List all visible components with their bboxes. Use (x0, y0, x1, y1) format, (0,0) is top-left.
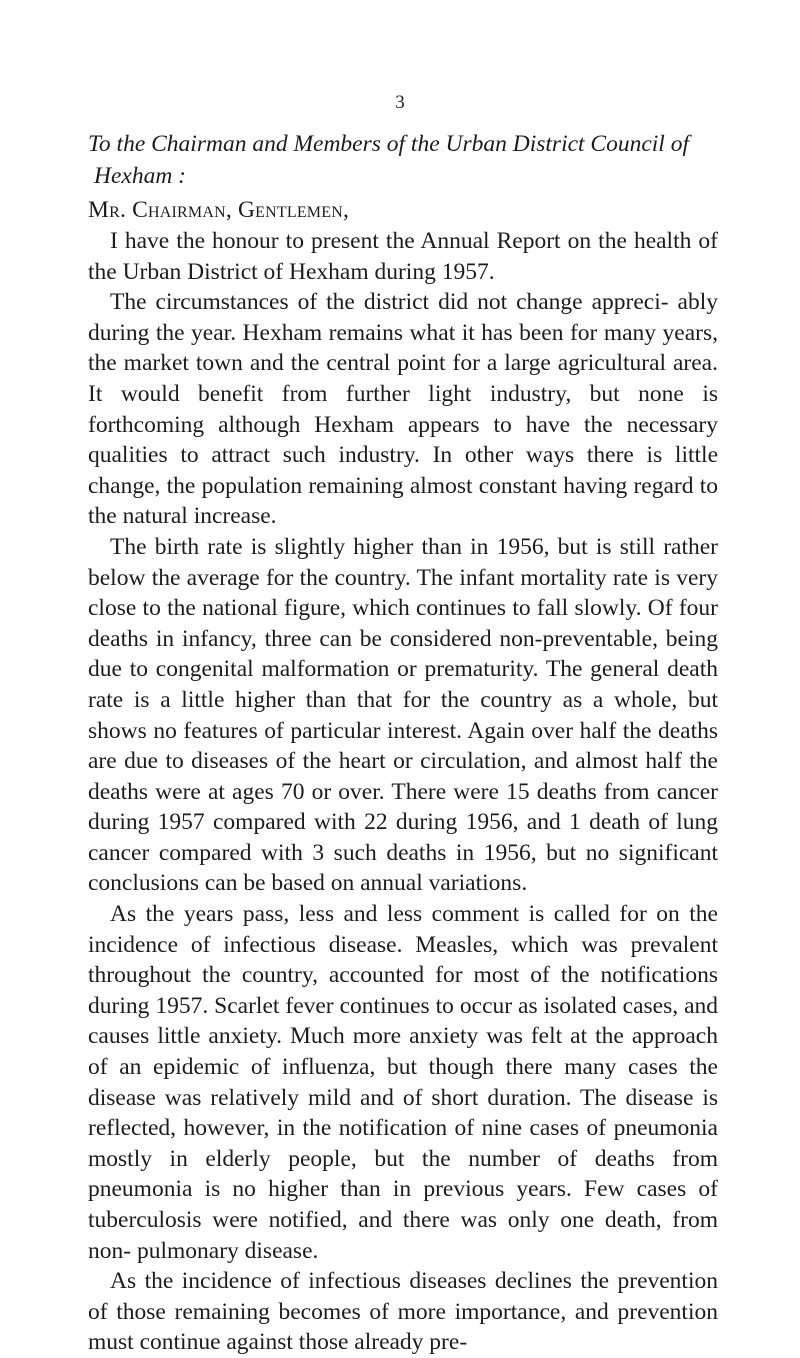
page-number: 3 (395, 92, 405, 113)
paragraph-vital-statistics: The birth rate is slightly higher than in 1956, but is still rather below the average for the country. The infant mortality rate is very close to the national figure, which continues to fall slowly. Of four deaths in infancy, three can be considered non-preventable, being due to congenital malformation or prematurity. The general death rate is a little higher than that for the country as a whole, but shows no features of particular interest. Again over half the deaths are due to diseases of the heart or circulation, and almost half the deaths were at ages 70 or over. There were 15 deaths from cancer during 1957 compared with 22 during 1956, and 1 death of lung cancer compared with 3 such deaths in 1956, but no significant conclusions can be based on annual variations. (88, 533, 718, 897)
address-line: To the Chairman and Members of the Urban District Council of Hexham : (88, 131, 689, 189)
paragraph-district: The circumstances of the district did not change appreci- ably during the year. Hexham remains what it has been for many years, the market town and the central point for a large agricultural area. It would benefit from further light industry, but none is forthcoming although Hexham appears to have the necessary qualities to attract such industry. In other ways there is little change, the population remaining almost constant having regard to the natural increase. (88, 289, 718, 530)
paragraph-intro: I have the honour to present the Annual Report on the health of the Urban District of Hexham during 1957. (88, 228, 718, 285)
paragraph-prevention: As the incidence of infectious diseases declines the prevention of those remaining becomes of more importance, and prevention must continue against those already pre- (88, 1268, 718, 1356)
paragraph-infectious-disease: As the years pass, less and less comment is called for on the incidence of infectious disease. Measles, which was prevalent throughout the country, accounted for most of the notifications during 1957. Scarlet fever continues to occur as isolated cases, and causes little anxiety. Much more anxiety was felt at the approach of an epidemic of influenza, but though there many cases the disease was relatively mild and of short duration. The disease is reflected, however, in the notification of nine cases of pneumonia mostly in elderly people, but the number of deaths from pneumonia is no higher than in previous years. Few cases of tuberculosis were notified, and there was only one death, from non- pulmonary disease. (88, 901, 718, 1264)
salutation: Mr. Chairman, Gentlemen, (88, 197, 350, 223)
report-body (88, 128, 718, 1358)
